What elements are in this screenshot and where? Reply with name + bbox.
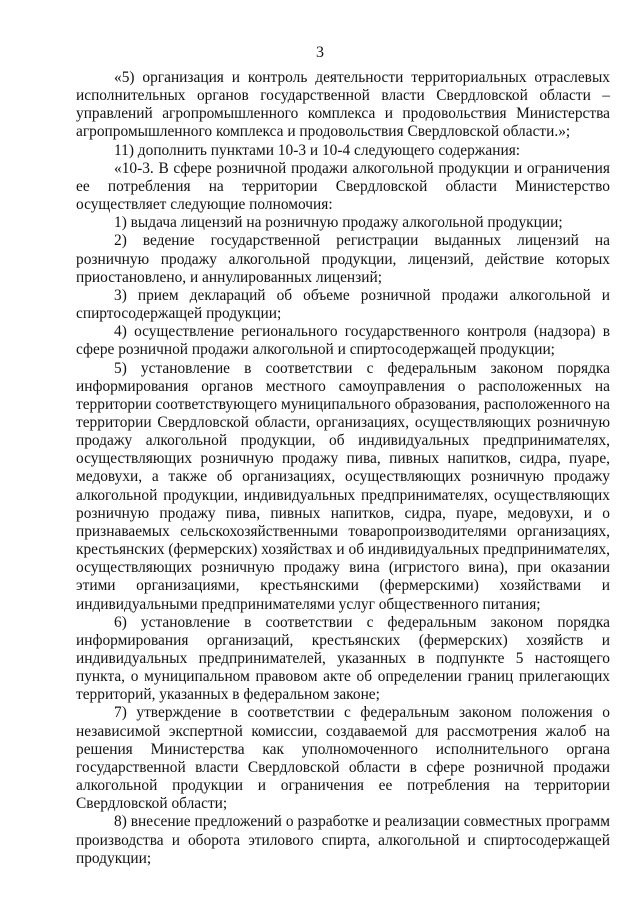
- paragraph-item-7: 7) утверждение в соответствии с федеральным законом положения о независимой экспертной комиссии, создаваемой для рассмотрения жалоб на решения Министерства как уполномоченного исполнительного органа государственной власти Свердловской области в сфере розничной продажи алкогольной продукции и ограничения ее потребления на территории Свердловской области;: [76, 704, 610, 813]
- paragraph-item-4: 4) осуществление регионального государственного контроля (надзора) в сфере розничной продажи алкогольной и спиртосодержащей продукции;: [76, 323, 610, 359]
- paragraph-item-1: 1) выдача лицензий на розничную продажу алкогольной продукции;: [114, 214, 563, 232]
- paragraph-item-5-territorial-bodies: «5) организация и контроль деятельности территориальных отраслевых исполнительных органов государственной власти Свердловской области – управлений агропромышленного комплекса и продовольствия Министерства агропромышленного комплекса и продовольствия Свердловской области.»;: [76, 69, 610, 141]
- paragraph-item-2: 2) ведение государственной регистрации выданных лицензий на розничную продажу алкогольной продукции, лицензий, действие которых приостановлено, и аннулированных лицензий;: [76, 232, 610, 286]
- paragraph-10-3-intro: «10-3. В сфере розничной продажи алкогольной продукции и ограничения ее потребления на территории Свердловской области Министерство осуществляет следующие полномочия:: [76, 159, 610, 214]
- paragraph-item-8: 8) внесение предложений о разработке и реализации совместных программ производства и оборота этилового спирта, алкогольной и спиртосодержащей продукции;: [76, 813, 610, 867]
- paragraph-item-3: 3) прием деклараций об объеме розничной продажи алкогольной и спиртосодержащей продукции;: [76, 286, 610, 323]
- paragraph-amendment-11: 11) дополнить пунктами 10-3 и 10-4 следующего содержания:: [114, 141, 521, 159]
- paragraph-item-6: 6) установление в соответствии с федеральным законом порядка информирования организаций, крестьянских (фермерских) хозяйств и индивидуальных предпринимателей, указанных в подпункте 5 настоящего пункта, о муниципальном правовом акте об определении границ прилегающих территорий, указанных в федеральном законе;: [76, 613, 610, 704]
- paragraph-item-5: 5) установление в соответствии с федеральным законом порядка информирования органов местного самоуправления о расположенных на территории соответствующего муниципального образования, расположенного на территории Свердловской области, организациях, осуществляющих розничную продажу алкогольной продукции, об индивидуальных предпринимателях, осуществляющих розничную продажу пива, пивных напитков, сидра, пуаре, медовухи, а также об организациях, осуществляющих розничную продажу алкогольной продукции, индивидуальных предпринимателях, осуществляющих розничную продажу пива, пивных напитков, сидра, пуаре, медовухи, и о признаваемых сельскохозяйственными товаропроизводителями организациях, крестьянских (фермерских) хозяйствах и об индивидуальных предпринимателях, осуществляющих розничную продажу вина (игристого вина), при оказании этими организациями, крестьянскими (фермерскими) хозяйствами и индивидуальными предпринимателями услуг общественного питания;: [76, 359, 610, 613]
- document-body: [76, 69, 610, 868]
- page-number: 3: [316, 44, 324, 61]
